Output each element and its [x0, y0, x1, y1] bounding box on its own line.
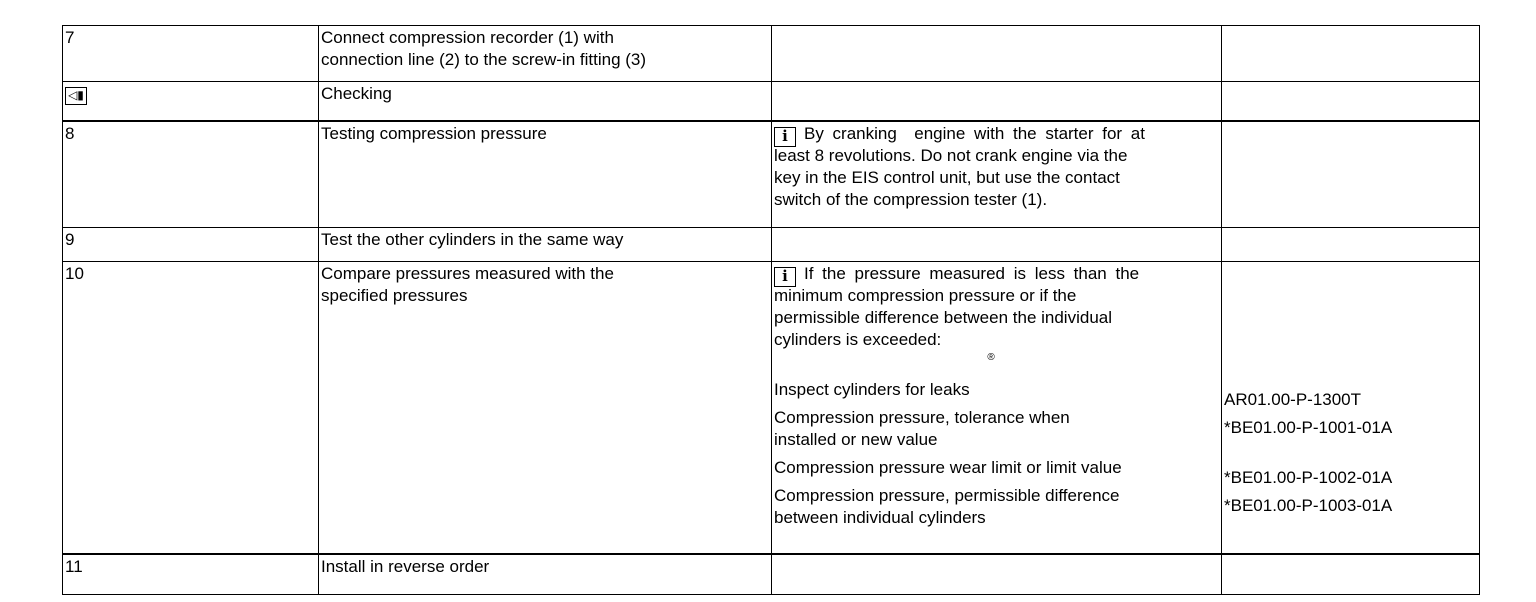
- table-row: [63, 121, 1480, 228]
- subitem-text: Compression pressure, tolerance when installed or new value: [774, 408, 1070, 449]
- step-action: Compare pressures measured with the specified pressures: [319, 262, 772, 555]
- step-note: [772, 82, 1222, 122]
- step-number: [63, 82, 319, 122]
- step-note: i By cranking engine with the starter for at least 8 revolutions. Do not crank engine via the key in the EIS control unit, but use the contact switch of the compression tester (1).: [772, 121, 1222, 228]
- step-reference: [1222, 82, 1480, 122]
- step-reference: [1222, 26, 1480, 82]
- checking-icon: ◁▮: [65, 87, 87, 105]
- step-action: Connect compression recorder (1) with connection line (2) to the screw-in fitting (3): [319, 26, 772, 82]
- step-note: [772, 228, 1222, 262]
- step-number: 10: [63, 262, 319, 555]
- table-row: [63, 228, 1480, 262]
- reference-link[interactable]: *BE01.00-P-1001-01A: [1224, 418, 1393, 437]
- step-action: Testing compression pressure: [319, 121, 772, 228]
- step-reference: [1222, 228, 1480, 262]
- step-note: [772, 554, 1222, 595]
- step-number: 8: [63, 121, 319, 228]
- reference-link[interactable]: *BE01.00-P-1002-01A: [1224, 468, 1393, 487]
- table-row: [63, 554, 1480, 595]
- info-icon: i: [774, 127, 796, 147]
- table-row: [63, 26, 1480, 82]
- subitem-text: Compression pressure, permissible difference between individual cylinders: [774, 486, 1120, 527]
- step-reference: [1222, 262, 1480, 555]
- procedure-table: [62, 25, 1480, 595]
- step-action: Test the other cylinders in the same way: [319, 228, 772, 262]
- step-action: Checking: [319, 82, 772, 122]
- info-icon: i: [774, 267, 796, 287]
- reference-link[interactable]: *BE01.00-P-1003-01A: [1224, 496, 1393, 515]
- step-reference: [1222, 121, 1480, 228]
- subitem-text: Compression pressure wear limit or limit value: [774, 458, 1122, 477]
- step-note: i If the pressure measured is less than the minimum compression pressure or if the permissible difference between the individual cylinders is exceeded: ® Inspect cylinders for leaks Compression pressure, tolerance when installed or new value Compression pressure wear limit or limit value Compression pressure, permissible difference between individual cylinders: [772, 262, 1222, 555]
- step-number: 7: [63, 26, 319, 82]
- marker-symbol: ®: [987, 352, 995, 363]
- subitem-text: Inspect cylinders for leaks: [774, 380, 970, 399]
- reference-link[interactable]: AR01.00-P-1300T: [1224, 390, 1362, 409]
- table-row: [63, 82, 1480, 122]
- step-reference: [1222, 554, 1480, 595]
- step-action: Install in reverse order: [319, 554, 772, 595]
- table-row: [63, 262, 1480, 555]
- step-number: 11: [63, 554, 319, 595]
- step-number: 9: [63, 228, 319, 262]
- step-note: [772, 26, 1222, 82]
